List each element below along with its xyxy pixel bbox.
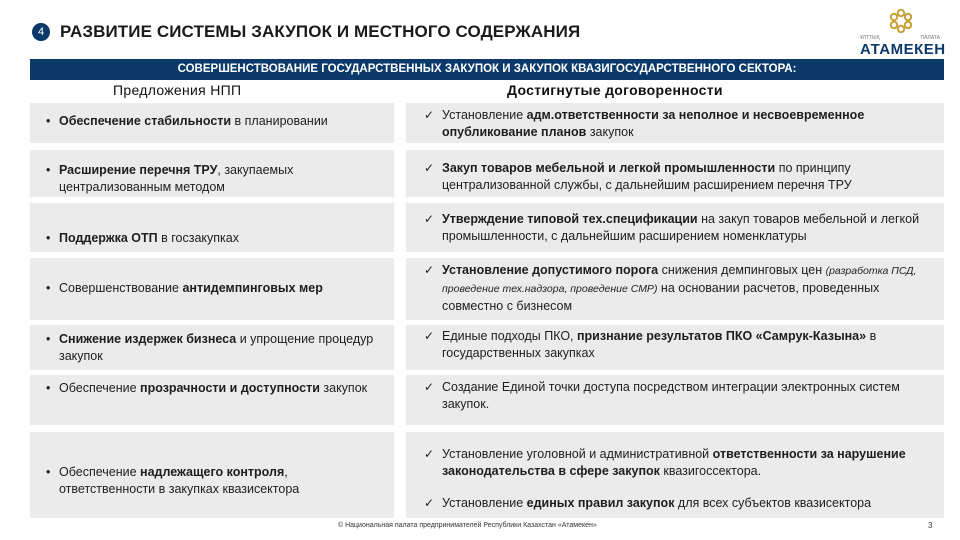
proposal-cell	[30, 258, 394, 320]
proposal-cell	[30, 103, 394, 143]
agreement-cell	[406, 375, 944, 425]
checkmark-icon: ✓	[424, 108, 435, 122]
agreement-cell	[406, 150, 944, 197]
section-banner: СОВЕРШЕНСТВОВАНИЕ ГОСУДАРСТВЕННЫХ ЗАКУПОК И ЗАКУПОК КВАЗИГОСУДАРСТВЕННОГО СЕКТОРА:	[30, 59, 944, 80]
page-number: 3	[928, 521, 933, 530]
page-title: РАЗВИТИЕ СИСТЕМЫ ЗАКУПОК И МЕСТНОГО СОДЕРЖАНИЯ	[60, 22, 581, 41]
table-row	[30, 375, 944, 425]
agreement-item: ✓ Установление единых правил закупок для всех субъектов квазисектора	[424, 496, 872, 510]
checkmark-icon: ✓	[424, 329, 435, 343]
checkmark-icon: ✓	[424, 380, 435, 394]
agreement-item: ✓ Установление уголовной и административной ответственности за нарушение законодательства в сфере закупок квазигоссектора.	[424, 447, 906, 478]
agreement-item: ✓ Установление адм.ответственности за неполное и несвоевременное опубликование планов закупок	[424, 108, 865, 139]
slide-number-badge: 4	[32, 23, 50, 41]
proposal-item: • Обеспечение надлежащего контроля, ответственности в закупках квазисектора	[46, 465, 300, 496]
agreement-item: ✓ Утверждение типовой тех.спецификации на закуп товаров мебельной и легкой промышленности, с дальнейшим расширением номенклатуры	[424, 212, 920, 243]
logo-small-left: ҰЛТТЫҚ	[860, 35, 880, 41]
proposal-cell	[30, 150, 394, 197]
table-row	[30, 432, 944, 518]
checkmark-icon: ✓	[424, 447, 435, 461]
agreement-item: ✓ Установление допустимого порога снижения демпинговых цен (разработка ПСД, проведение тех.надзора, проведение СМР) на основании расчетов, проведенных совместно с бизнесом	[424, 263, 917, 313]
footer-copyright: © Национальная палата предпринимателей Республики Казахстан «Атамекен»	[338, 522, 597, 529]
agreement-item: ✓ Создание Единой точки доступа посредством интеграции электронных систем закупок.	[424, 380, 900, 411]
agreement-cell	[406, 258, 944, 320]
proposal-cell	[30, 203, 394, 252]
table-row	[30, 103, 944, 143]
table-row	[30, 325, 944, 370]
agreement-cell	[406, 325, 944, 370]
agreement-item: ✓ Единые подходы ПКО, признание результатов ПКО «Самрук-Казына» в государственных закупках	[424, 329, 877, 360]
agreement-cell	[406, 203, 944, 252]
agreement-cell	[406, 103, 944, 143]
table-row	[30, 258, 944, 320]
checkmark-icon: ✓	[424, 212, 435, 226]
proposal-item: • Обеспечение стабильности в планировании	[46, 114, 328, 128]
table-row	[30, 203, 944, 252]
column-header-proposals: Предложения НПП	[113, 82, 242, 98]
checkmark-icon: ✓	[424, 161, 435, 175]
atameken-logo	[860, 6, 946, 58]
logo-small-right: ПАЛАТА	[920, 35, 940, 41]
agreement-item: ✓ Закуп товаров мебельной и легкой промышленности по принципу централизованной службы, с дальнейшим расширением перечня ТРУ	[424, 161, 852, 192]
logo-emblem-icon	[888, 8, 914, 34]
agreement-cell	[406, 432, 944, 518]
proposal-item: • Снижение издержек бизнеса и упрощение процедур закупок	[46, 332, 374, 363]
checkmark-icon: ✓	[424, 263, 435, 277]
proposal-item: • Обеспечение прозрачности и доступности закупок	[46, 381, 368, 395]
table-row	[30, 150, 944, 197]
logo-wordmark: АТАМЕКЕН	[860, 41, 946, 58]
proposal-item: • Поддержка ОТП в госзакупках	[46, 231, 239, 245]
checkmark-icon: ✓	[424, 496, 435, 510]
proposal-cell	[30, 432, 394, 518]
proposal-item: • Расширение перечня ТРУ, закупаемых централизованным методом	[46, 163, 294, 194]
column-header-agreements: Достигнутые договоренности	[507, 82, 723, 98]
proposal-cell	[30, 375, 394, 425]
proposal-item: • Совершенствование антидемпинговых мер	[46, 281, 323, 295]
proposal-cell	[30, 325, 394, 370]
